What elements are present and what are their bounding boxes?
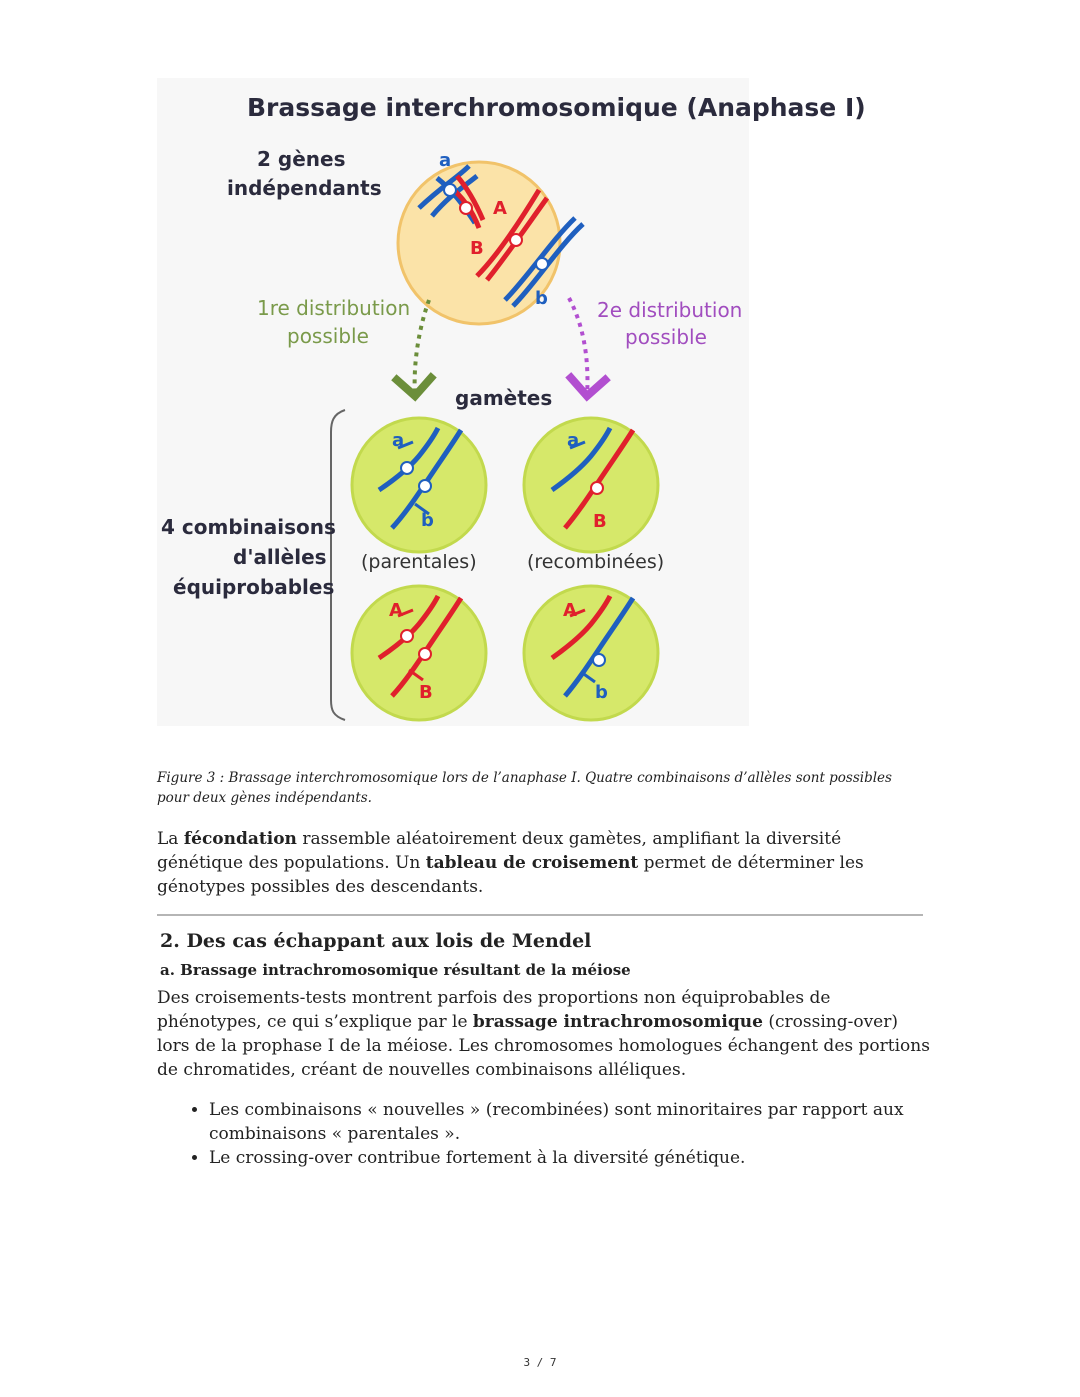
- diagram: [157, 78, 866, 726]
- para2-bold-brassage: brassage intrachromosomique: [472, 1012, 763, 1032]
- allele-a-label: a: [439, 150, 452, 171]
- bullet-list: [157, 1098, 984, 1170]
- parental-label: (parentales): [361, 551, 477, 573]
- gamete3-allele-A: A: [389, 600, 403, 621]
- gamete-recombined-aB: [524, 418, 658, 552]
- para2-text-2: (crossing-over) lors de la prophase I de la méiose. Les chromosomes homologues échangent des portions de chromatides, créant de nouvelles combinaisons alléliques.: [157, 1012, 930, 1080]
- paragraph-fecondation: [157, 827, 932, 899]
- gamete1-allele-b: b: [421, 510, 434, 531]
- distribution-1-label-line1: 1re distribution: [257, 296, 411, 320]
- mother-cell: [398, 150, 583, 324]
- distribution-1-arrow: [415, 300, 429, 396]
- figure-title: Brassage interchromosomique (Anaphase I): [247, 93, 866, 122]
- combinations-label-line3: équiprobables: [173, 575, 335, 599]
- allele-B-label: B: [470, 238, 484, 259]
- page-number: 3 / 7: [523, 1356, 557, 1369]
- recombined-label: (recombinées): [527, 551, 665, 573]
- distribution-1-label-line2: possible: [287, 324, 369, 348]
- gamete4-allele-A: A: [563, 600, 577, 621]
- para1-bold-tableau: tableau de croisement: [425, 853, 639, 873]
- genes-label-line1: 2 gènes: [257, 147, 346, 171]
- combinations-label-line2: d'allèles: [233, 545, 327, 569]
- paragraph-brassage-intra: [157, 986, 932, 1082]
- gamete2-allele-B: B: [593, 511, 607, 532]
- gamete2-allele-a: a: [567, 430, 580, 451]
- figure-caption: Figure 3 : Brassage interchromosomique lors de l’anaphase I. Quatre combinaisons d’allèles sont possibles pour deux gènes indépendants.: [157, 770, 892, 806]
- gamete4-allele-b: b: [595, 682, 608, 703]
- para2-text-1: Des croisements-tests montrent parfois des proportions non équiprobables de phénotypes, ce qui s’explique par le: [157, 988, 831, 1032]
- section-heading: 2. Des cas échappant aux lois de Mendel: [160, 930, 592, 952]
- genes-label-line2: indépendants: [227, 176, 382, 200]
- para1-text-2: rassemble aléatoirement deux gamètes, amplifiant la diversité génétique des populations. Un: [157, 829, 842, 873]
- gamete1-allele-a: a: [392, 430, 405, 451]
- distribution-2-label-line2: possible: [625, 325, 707, 349]
- para1-text-1: La: [157, 829, 184, 849]
- list-item: • Les combinaisons « nouvelles » (recombinées) sont minoritaires par rapport aux combinaisons « parentales ».: [209, 1098, 984, 1146]
- allele-b-label: b: [535, 288, 548, 309]
- gamete-recombined-Ab: [524, 586, 658, 720]
- list-item: • Le crossing-over contribue fortement à la diversité génétique.: [209, 1146, 984, 1170]
- para1-bold-fecondation: fécondation: [183, 829, 297, 849]
- para1-text-3: permet de déterminer les génotypes possibles des descendants.: [157, 853, 864, 897]
- gamete3-allele-B: B: [419, 682, 433, 703]
- distribution-2-arrow: [569, 298, 587, 396]
- allele-A-label: A: [493, 198, 507, 219]
- gamete-parental-AB: [352, 586, 486, 720]
- combinations-label-line1: 4 combinaisons: [161, 515, 336, 539]
- gametes-label: gamètes: [455, 386, 553, 410]
- gamete-parental-ab: [352, 418, 486, 552]
- bracket: [331, 410, 345, 720]
- distribution-2-label-line1: 2e distribution: [597, 298, 743, 322]
- section-subheading: a. Brassage intrachromosomique résultant de la méiose: [160, 961, 631, 979]
- section-divider: [157, 914, 923, 916]
- figure-brassage-interchromosomique: [157, 78, 866, 726]
